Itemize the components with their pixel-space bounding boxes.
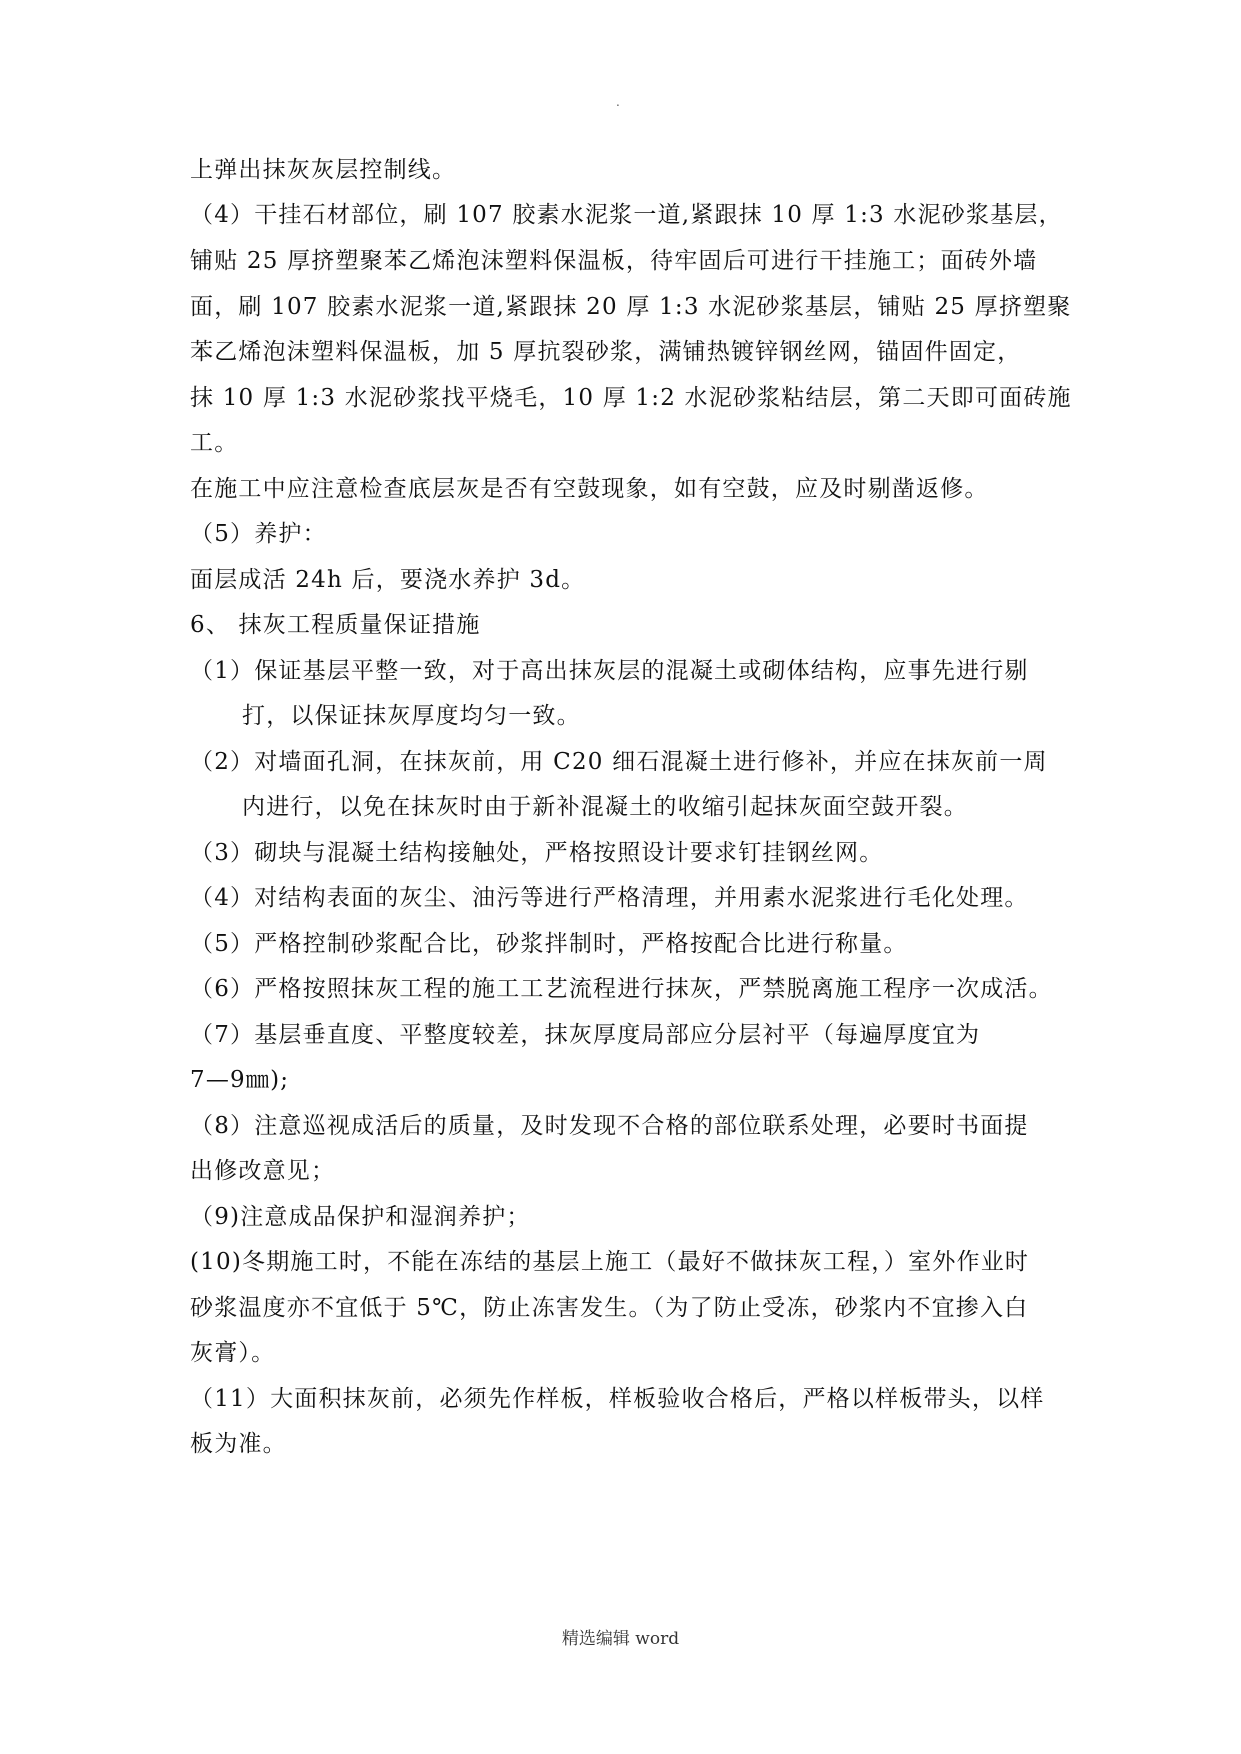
text-line: 内进行，以免在抹灰时由于新补混凝土的收缩引起抹灰面空鼓开裂。 xyxy=(242,794,968,820)
text-line: (10)冬期施工时，不能在冻结的基层上施工（最好不做抹灰工程，）室外作业时 xyxy=(190,1249,1030,1275)
text-line: （7）基层垂直度、平整度较差，抹灰厚度局部应分层衬平（每遍厚度宜为 xyxy=(190,1022,981,1048)
text-line: 7—9㎜); xyxy=(190,1067,290,1093)
text-line: （2）对墙面孔洞，在抹灰前，用 C20 细石混凝土进行修补，并应在抹灰前一周 xyxy=(190,749,1048,775)
text-line: 板为准。 xyxy=(190,1431,287,1457)
text-line: （5）养护： xyxy=(190,521,327,547)
text-line: （9)注意成品保护和湿润养护； xyxy=(190,1204,531,1230)
text-line: 灰膏）。 xyxy=(190,1340,276,1366)
text-line: （6）严格按照抹灰工程的施工工艺流程进行抹灰，严禁脱离施工程序一次成活。 xyxy=(190,976,1053,1002)
text-line: 面，刷 107 胶素水泥浆一道,紧跟抹 20 厚 1:3 水泥砂浆基层，铺贴 25 厚挤塑聚 xyxy=(190,294,1072,320)
text-line: （8）注意巡视成活后的质量，及时发现不合格的部位联系处理，必要时书面提 xyxy=(190,1113,1029,1139)
text-line: 铺贴 25 厚挤塑聚苯乙烯泡沫塑料保温板，待牢固后可进行干挂施工；面砖外墙 xyxy=(190,248,1038,274)
text-line: 苯乙烯泡沫塑料保温板，加 5 厚抗裂砂浆，满铺热镀锌钢丝网，锚固件固定， xyxy=(190,339,1022,365)
text-line: 上弹出抹灰灰层控制线。 xyxy=(190,157,457,183)
page-footer: 精选编辑 word xyxy=(561,1629,680,1649)
text-line: 面层成活 24h 后，要浇水养护 3d。 xyxy=(190,567,586,593)
section-heading: 6、 抹灰工程质量保证措施 xyxy=(190,612,481,638)
text-line: （1）保证基层平整一致，对于高出抹灰层的混凝土或砌体结构，应事先进行剔 xyxy=(190,658,1029,684)
text-line: （3）砌块与混凝土结构接触处，严格按照设计要求钉挂钢丝网。 xyxy=(190,840,884,866)
header-mark: . xyxy=(616,95,620,109)
text-line: 砂浆温度亦不宜低于 5℃，防止冻害发生。（为了防止受冻，砂浆内不宜掺入白 xyxy=(190,1295,1029,1321)
text-line: （5）严格控制砂浆配合比，砂浆拌制时，严格按配合比进行称量。 xyxy=(190,931,908,957)
text-line: 抹 10 厚 1:3 水泥砂浆找平烧毛，10 厚 1:2 水泥砂浆粘结层，第二天即可面砖施 xyxy=(190,385,1072,411)
text-line: （4）对结构表面的灰尘、油污等进行严格清理，并用素水泥浆进行毛化处理。 xyxy=(190,885,1029,911)
text-line: （4）干挂石材部位，刷 107 胶素水泥浆一道,紧跟抹 10 厚 1:3 水泥砂浆基层， xyxy=(190,202,1063,228)
text-line: 出修改意见； xyxy=(190,1158,336,1184)
text-line: 工。 xyxy=(190,430,239,456)
text-line: （11）大面积抹灰前，必须先作样板，样板验收合格后，严格以样板带头，以样 xyxy=(190,1386,1045,1412)
text-line: 在施工中应注意检查底层灰是否有空鼓现象，如有空鼓，应及时剔凿返修。 xyxy=(190,476,989,502)
text-line: 打，以保证抹灰厚度均匀一致。 xyxy=(242,703,581,729)
